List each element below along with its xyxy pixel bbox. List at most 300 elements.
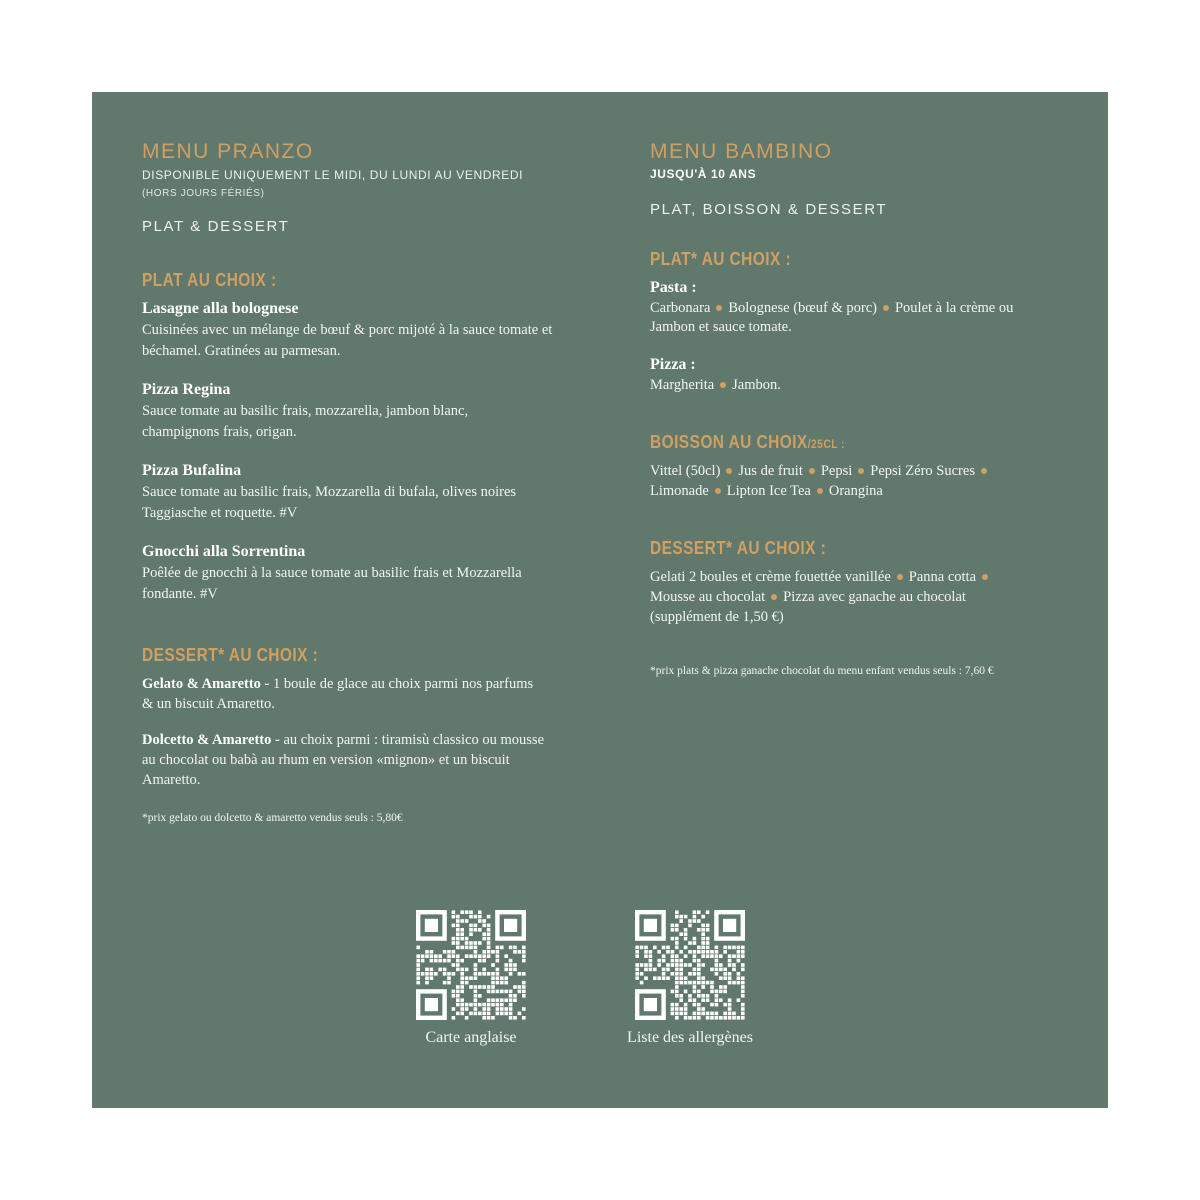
qr-module — [701, 924, 705, 928]
qr-module — [447, 950, 451, 954]
qr-module — [474, 928, 478, 932]
qr-module — [688, 981, 692, 985]
qr-module — [474, 976, 478, 980]
qr-module — [522, 985, 526, 989]
qr-module — [719, 985, 723, 989]
qr-module — [487, 924, 491, 928]
qr-module — [460, 932, 464, 936]
qr-module — [465, 954, 469, 958]
qr-module — [504, 990, 508, 994]
qr-module — [706, 928, 710, 932]
desserts-line — [650, 587, 966, 607]
qr-finder-inner — [644, 919, 657, 932]
qr-module — [684, 1007, 688, 1011]
qr-module — [653, 976, 657, 980]
qr-module — [715, 994, 719, 998]
qr-module — [671, 972, 675, 976]
qr-module — [675, 1016, 679, 1020]
qr-module — [675, 954, 679, 958]
qr-module — [697, 1007, 701, 1011]
qr-module — [675, 941, 679, 945]
qr-module — [679, 994, 683, 998]
qr-module — [741, 981, 745, 985]
qr-module — [693, 937, 697, 941]
qr-module — [719, 963, 723, 967]
qr-module — [671, 924, 675, 928]
qr-module — [710, 954, 714, 958]
qr-module — [522, 954, 526, 958]
qr-module — [741, 1012, 745, 1016]
pasta-label: Pasta : — [650, 279, 697, 296]
qr-module — [469, 928, 473, 932]
qr-liste-allergenes[interactable] — [610, 910, 770, 1048]
qr-module — [741, 950, 745, 954]
qr-module — [675, 924, 679, 928]
dessert-item — [142, 730, 552, 790]
qr-module — [474, 1003, 478, 1007]
qr-module — [469, 924, 473, 928]
qr-module — [701, 946, 705, 950]
qr-module — [635, 976, 639, 980]
qr-module — [474, 946, 478, 950]
qr-module — [684, 915, 688, 919]
qr-module — [513, 998, 517, 1002]
dessert-option: Gelati 2 boules et crème fouettée vanillée — [650, 569, 891, 585]
qr-module — [710, 1016, 714, 1020]
qr-module — [640, 946, 644, 950]
qr-module — [504, 1012, 508, 1016]
qr-module — [737, 976, 741, 980]
qr-module — [452, 972, 456, 976]
qr-module — [487, 1012, 491, 1016]
qr-module — [679, 919, 683, 923]
qr-module — [478, 954, 482, 958]
qr-module — [465, 976, 469, 980]
qr-module — [509, 990, 513, 994]
qr-module — [513, 950, 517, 954]
qr-module — [500, 1003, 504, 1007]
qr-module — [701, 932, 705, 936]
qr-module — [509, 1016, 513, 1020]
bambino-formula: PLAT, BOISSON & DESSERT — [650, 201, 888, 218]
qr-finder-inner — [425, 919, 438, 932]
qr-module — [715, 959, 719, 963]
qr-module — [728, 946, 732, 950]
qr-module — [644, 950, 648, 954]
qr-module — [635, 946, 639, 950]
qr-module — [509, 1012, 513, 1016]
qr-module — [460, 946, 464, 950]
qr-module — [675, 946, 679, 950]
qr-module — [635, 968, 639, 972]
bullet-dot-icon — [897, 574, 903, 580]
qr-module — [697, 950, 701, 954]
qr-module — [706, 1012, 710, 1016]
qr-module — [684, 976, 688, 980]
qr-module — [482, 924, 486, 928]
qr-module — [737, 950, 741, 954]
qr-module — [675, 1012, 679, 1016]
qr-module — [706, 924, 710, 928]
qr-module — [487, 985, 491, 989]
qr-module — [741, 994, 745, 998]
qr-module — [469, 946, 473, 950]
qr-module — [706, 981, 710, 985]
qr-module — [657, 976, 661, 980]
qr-module — [697, 919, 701, 923]
qr-module — [438, 954, 442, 958]
option-text: Margherita — [650, 377, 715, 393]
qr-module — [487, 972, 491, 976]
qr-module — [693, 915, 697, 919]
qr-module — [715, 946, 719, 950]
qr-module — [671, 950, 675, 954]
qr-module — [469, 954, 473, 958]
dessert-description: au choix parmi : tiramisù classico ou mousse au chocolat ou babà au rhum en version «mignon» et un biscuit Amaretto. — [142, 732, 544, 788]
qr-module — [684, 1003, 688, 1007]
qr-module — [710, 1012, 714, 1016]
drink-option: Pepsi Zéro Sucres — [870, 463, 975, 479]
qr-module — [496, 950, 500, 954]
drink-option: Lipton Ice Tea — [726, 483, 811, 499]
bullet-dot-icon — [771, 594, 777, 600]
qr-module — [640, 963, 644, 967]
qr-module — [644, 976, 648, 980]
qr-module — [701, 963, 705, 967]
qr-module — [509, 968, 513, 972]
qr-module — [732, 968, 736, 972]
qr-module — [741, 976, 745, 980]
qr-module — [434, 959, 438, 963]
qr-module — [693, 910, 697, 914]
qr-module — [728, 1003, 732, 1007]
qr-module — [469, 932, 473, 936]
qr-module — [675, 1007, 679, 1011]
plat-au-choix-heading: PLAT* AU CHOIX : — [650, 249, 792, 269]
qr-module — [522, 1007, 526, 1011]
qr-module — [478, 919, 482, 923]
qr-module — [509, 1007, 513, 1011]
qr-module — [504, 1007, 508, 1011]
qr-module — [741, 1003, 745, 1007]
qr-module — [522, 981, 526, 985]
qr-module — [684, 954, 688, 958]
qr-module — [474, 1007, 478, 1011]
qr-module — [500, 976, 504, 980]
qr-module — [496, 1007, 500, 1011]
qr-module — [456, 919, 460, 923]
qr-module — [474, 941, 478, 945]
qr-module — [482, 919, 486, 923]
qr-module — [697, 968, 701, 972]
qr-module — [671, 1003, 675, 1007]
qr-module — [452, 924, 456, 928]
qr-module — [701, 937, 705, 941]
qr-module — [478, 959, 482, 963]
qr-module — [491, 1016, 495, 1020]
qr-module — [491, 981, 495, 985]
qr-module — [504, 998, 508, 1002]
qr-module — [706, 910, 710, 914]
qr-module — [416, 972, 420, 976]
qr-module — [460, 972, 464, 976]
qr-module — [460, 937, 464, 941]
qr-module — [491, 1003, 495, 1007]
qr-module — [693, 968, 697, 972]
qr-module — [666, 968, 670, 972]
qr-module — [443, 959, 447, 963]
bullet-dot-icon — [858, 468, 864, 474]
qr-module — [522, 946, 526, 950]
qr-module — [509, 1003, 513, 1007]
qr-module — [693, 981, 697, 985]
dish-description: Sauce tomate au basilic frais, mozzarella, jambon blanc, champignons frais, origan. — [142, 403, 469, 440]
qr-module — [478, 1003, 482, 1007]
drink-option: Vittel (50cl) — [650, 463, 721, 479]
qr-module — [662, 976, 666, 980]
qr-module — [460, 976, 464, 980]
drink-option: Limonade — [650, 483, 709, 499]
bullet-dot-icon — [720, 382, 726, 388]
qr-module — [741, 968, 745, 972]
qr-module — [719, 998, 723, 1002]
qr-module — [456, 937, 460, 941]
qr-module — [456, 915, 460, 919]
qr-module — [504, 963, 508, 967]
qr-module — [496, 946, 500, 950]
qr-module — [478, 915, 482, 919]
qr-module — [509, 959, 513, 963]
qr-module — [728, 1016, 732, 1020]
availability-text: DISPONIBLE UNIQUEMENT LE MIDI, DU LUNDI AU VENDREDI — [142, 168, 524, 182]
qr-module — [688, 963, 692, 967]
qr-label: Carte anglaise — [425, 1029, 517, 1046]
qr-module — [723, 968, 727, 972]
qr-module — [679, 932, 683, 936]
qr-module — [482, 972, 486, 976]
qr-module — [693, 954, 697, 958]
qr-module — [443, 950, 447, 954]
qr-module — [456, 998, 460, 1002]
qr-carte-anglaise[interactable] — [391, 910, 551, 1048]
qr-module — [425, 968, 429, 972]
qr-module — [741, 963, 745, 967]
qr-module — [657, 959, 661, 963]
qr-module — [728, 976, 732, 980]
qr-module — [635, 950, 639, 954]
qr-module — [697, 1012, 701, 1016]
qr-module — [715, 963, 719, 967]
qr-module — [675, 928, 679, 932]
qr-module — [425, 972, 429, 976]
qr-module — [518, 985, 522, 989]
qr-module — [675, 959, 679, 963]
qr-module — [675, 985, 679, 989]
qr-module — [693, 1016, 697, 1020]
qr-module — [697, 959, 701, 963]
qr-module — [715, 954, 719, 958]
qr-module — [456, 932, 460, 936]
qr-module — [697, 910, 701, 914]
pizza-options — [650, 375, 781, 395]
qr-module — [500, 1007, 504, 1011]
qr-module — [688, 998, 692, 1002]
qr-module — [649, 963, 653, 967]
qr-module — [509, 998, 513, 1002]
qr-module — [465, 937, 469, 941]
qr-module — [693, 1012, 697, 1016]
qr-module — [496, 1003, 500, 1007]
qr-module — [701, 998, 705, 1002]
qr-module — [723, 1016, 727, 1020]
dessert-option: Panna cotta — [908, 569, 977, 585]
qr-module — [662, 959, 666, 963]
qr-module — [487, 990, 491, 994]
dish-name: Pizza Regina — [142, 381, 231, 398]
qr-module — [522, 990, 526, 994]
bullet-dot-icon — [715, 488, 721, 494]
dessert-item — [142, 674, 542, 714]
qr-module — [732, 1016, 736, 1020]
qr-module — [679, 972, 683, 976]
qr-module — [456, 941, 460, 945]
qr-module — [504, 954, 508, 958]
qr-module — [635, 972, 639, 976]
qr-module — [465, 941, 469, 945]
qr-module — [644, 946, 648, 950]
qr-module — [452, 1016, 456, 1020]
qr-module — [474, 950, 478, 954]
dessert-option: Pizza avec ganache au chocolat — [783, 589, 966, 605]
qr-finder-inner — [644, 998, 657, 1011]
qr-module — [684, 946, 688, 950]
qr-module — [675, 972, 679, 976]
bullet-dot-icon — [716, 305, 722, 311]
qr-module — [710, 985, 714, 989]
bullet-dot-icon — [982, 574, 988, 580]
qr-module — [701, 941, 705, 945]
qr-module — [416, 968, 420, 972]
qr-module — [675, 963, 679, 967]
pranzo-formula: PLAT & DESSERT — [142, 218, 290, 235]
qr-module — [452, 963, 456, 967]
qr-module — [447, 981, 451, 985]
qr-module — [675, 976, 679, 980]
qr-module — [723, 976, 727, 980]
qr-module — [688, 994, 692, 998]
qr-module — [425, 950, 429, 954]
qr-module — [456, 959, 460, 963]
qr-module — [456, 1003, 460, 1007]
qr-module — [465, 1003, 469, 1007]
qr-module — [684, 932, 688, 936]
qr-module — [649, 950, 653, 954]
qr-code-icon[interactable] — [635, 910, 745, 1020]
qr-module — [513, 1016, 517, 1020]
qr-module — [447, 976, 451, 980]
qr-module — [456, 928, 460, 932]
qr-module — [509, 963, 513, 967]
qr-module — [706, 941, 710, 945]
dessert-option: Mousse au chocolat — [650, 589, 766, 605]
qr-module — [732, 981, 736, 985]
qr-module — [693, 985, 697, 989]
qr-module — [719, 990, 723, 994]
qr-module — [438, 968, 442, 972]
qr-module — [697, 990, 701, 994]
qr-module — [465, 1007, 469, 1011]
drink-option: Orangina — [828, 483, 883, 499]
qr-module — [482, 1003, 486, 1007]
qr-code-icon[interactable] — [416, 910, 526, 1020]
qr-module — [693, 919, 697, 923]
option-text: Poulet à la crème ou — [894, 300, 1014, 316]
qr-module — [671, 959, 675, 963]
qr-module — [697, 1016, 701, 1020]
qr-module — [474, 924, 478, 928]
qr-module — [679, 1012, 683, 1016]
qr-module — [693, 959, 697, 963]
option-text: Carbonara — [650, 300, 711, 316]
qr-module — [693, 990, 697, 994]
qr-module — [710, 990, 714, 994]
qr-module — [425, 976, 429, 980]
qr-module — [430, 968, 434, 972]
dessert-name: Dolcetto & Amaretto - — [142, 732, 280, 748]
qr-module — [675, 990, 679, 994]
qr-module — [706, 994, 710, 998]
qr-module — [452, 910, 456, 914]
qr-module — [465, 919, 469, 923]
pasta-options-continued: Jambon et sauce tomate. — [650, 319, 792, 335]
qr-module — [715, 998, 719, 1002]
qr-module — [741, 990, 745, 994]
qr-module — [679, 915, 683, 919]
qr-module — [684, 990, 688, 994]
qr-module — [487, 1007, 491, 1011]
qr-module — [425, 981, 429, 985]
qr-module — [491, 950, 495, 954]
qr-module — [469, 1012, 473, 1016]
qr-module — [693, 972, 697, 976]
qr-module — [701, 928, 705, 932]
qr-module — [715, 1012, 719, 1016]
qr-module — [737, 946, 741, 950]
qr-module — [706, 937, 710, 941]
qr-module — [421, 972, 425, 976]
qr-module — [465, 968, 469, 972]
qr-module — [649, 954, 653, 958]
dish-description: Poêlée de gnocchi à la sauce tomate au basilic frais et Mozzarella fondante. #V — [142, 565, 522, 602]
qr-label: Liste des allergènes — [627, 1029, 753, 1046]
qr-module — [671, 1012, 675, 1016]
qr-module — [693, 998, 697, 1002]
qr-module — [522, 950, 526, 954]
qr-module — [737, 954, 741, 958]
qr-module — [469, 915, 473, 919]
qr-module — [688, 919, 692, 923]
qr-module — [697, 928, 701, 932]
qr-module — [447, 959, 451, 963]
qr-module — [706, 1016, 710, 1020]
qr-module — [671, 963, 675, 967]
qr-module — [719, 954, 723, 958]
qr-module — [684, 1012, 688, 1016]
qr-module — [741, 954, 745, 958]
qr-module — [430, 976, 434, 980]
boisson-heading-suffix: /25CL : — [807, 437, 845, 451]
qr-module — [500, 998, 504, 1002]
